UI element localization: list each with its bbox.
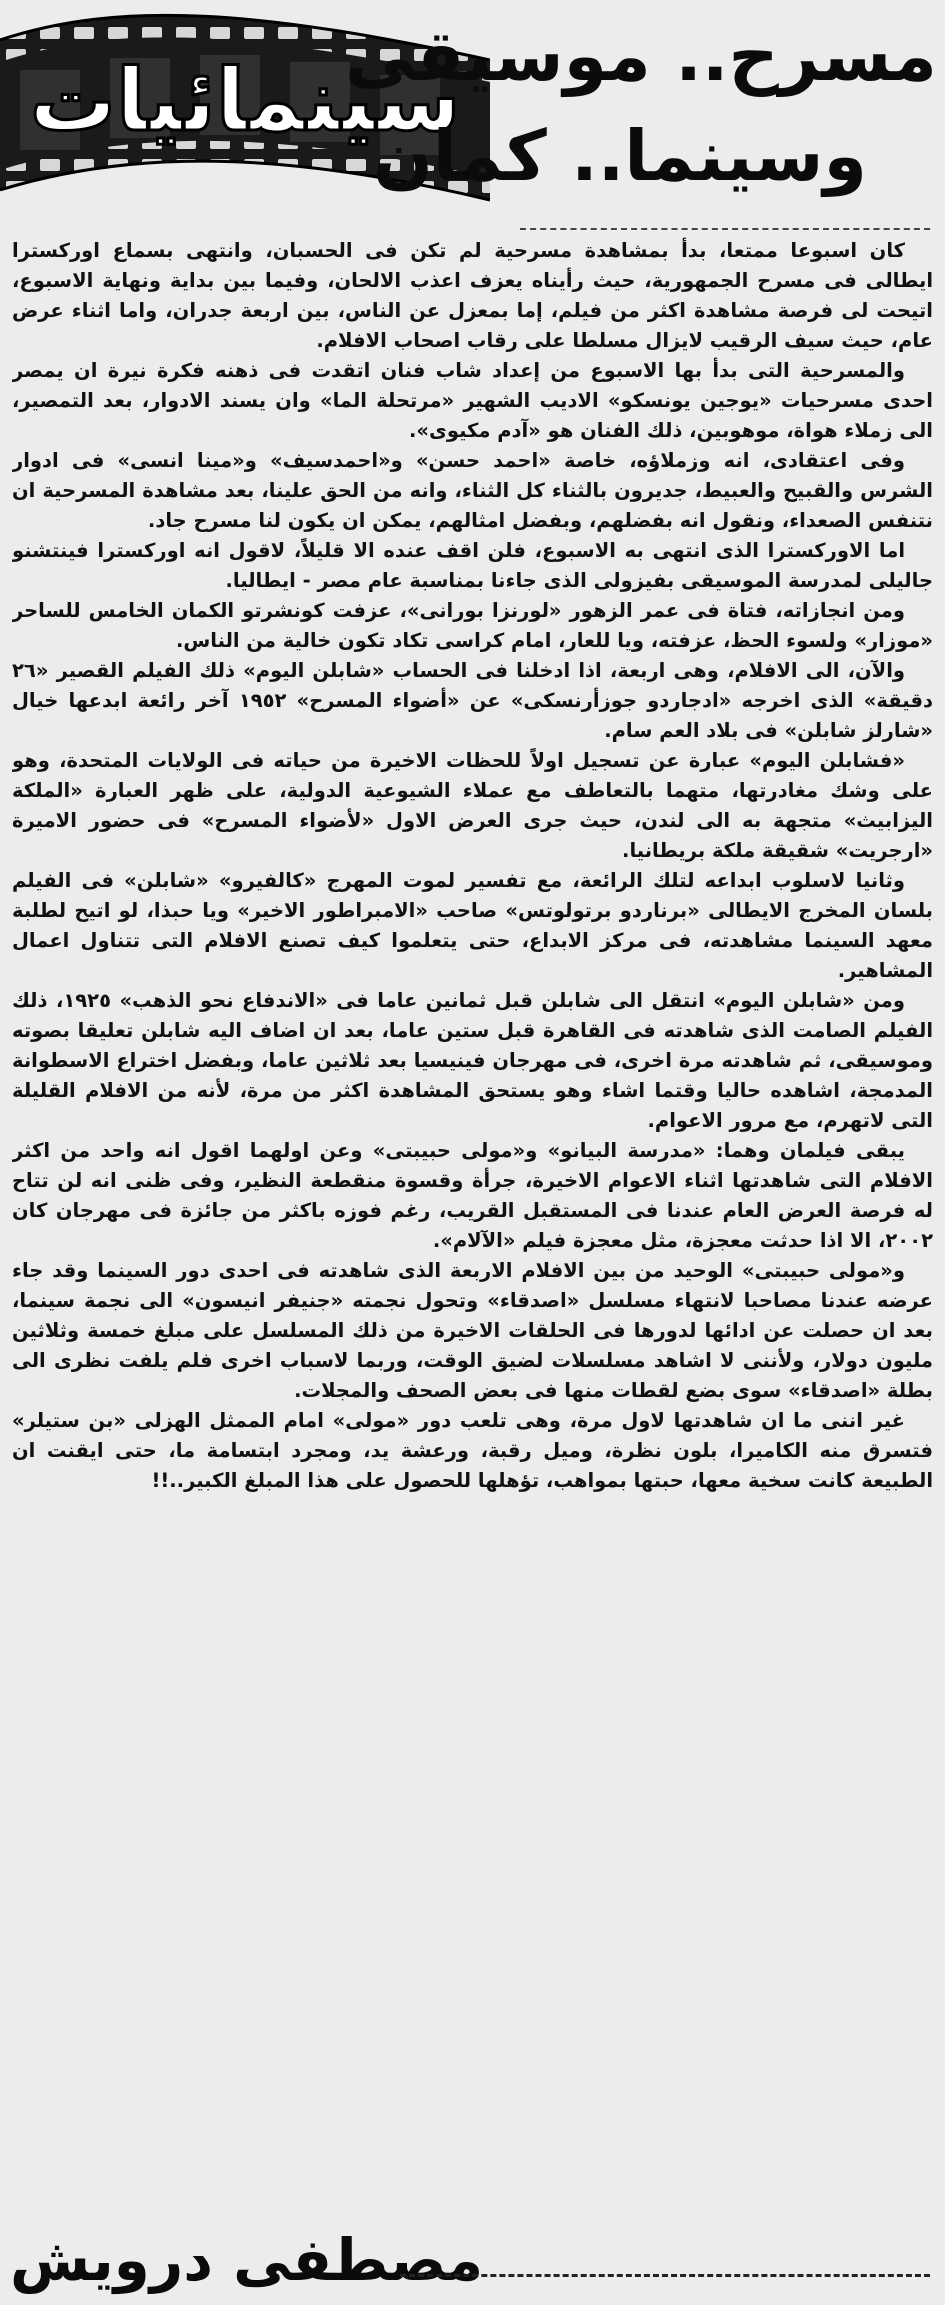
headline-line-2: وسينما.. كمان — [373, 115, 867, 197]
article-paragraph: غير اننى ما ان شاهدتها لاول مرة، وهى تلعب دور «مولى» امام الممثل الهزلى «بن ستيلر» فتسرق منه الكاميرا، بلون نظرة، وميل رقبة، ورعشة يد، ومجرد ابتسامة ما، حتى ايقنت ان الطبيعة كانت سخية معها، حبتها بمواهب، تؤهلها للحصول على هذا المبلغ الكبير..!! — [12, 1409, 933, 1492]
signature-rule — [400, 2274, 930, 2277]
article-paragraph: ومن «شابلن اليوم» انتقل الى شابلن قبل ثمانين عاما فى «الاندفاع نحو الذهب» ١٩٢٥، ذلك الفيلم الصامت الذى شاهدته فى القاهرة قبل ستين عاما، بعد ان اضاف اليه شابلن تعليقا بصوته وموسيقى، ثم شاهدته مرة اخرى، فى مهرجان فينيسيا بعد ثلاثين عاما، وبفضل اختراع الاسطوانة المدمجة، اشاهده حاليا وقتما اشاء وهو يستحق المشاهدة اكثر من مرة، لأنه من الافلام القليلة التى لاتهرم، مع مرور الاعوام. — [12, 989, 933, 1132]
article-paragraph: و«مولى حبيبتى» الوحيد من بين الافلام الاربعة الذى شاهدته فى احدى دور السينما وقد جاء عرضه عندنا مصاحبا لانتهاء مسلسل «اصدقاء» وتحول نجمته «جنيفر انيسون» الى نجمة سينما، بعد ان حصلت عن ادائها لدورها فى الحلقات الاخيرة من ذلك المسلسل على مبلغ خمسة وثلاثين مليون دولار، ولأننى لا اشاهد مسلسلات لضيق الوقت، وربما لاسباب اخرى فلم يلفت نظرى الى بطلة «اصدقاء» سوى بضع لقطات منها فى بعض الصحف والمجلات. — [12, 1259, 933, 1402]
column-masthead — [0, 0, 945, 240]
headline-divider — [520, 228, 930, 230]
author-name: مصطفى درويش — [10, 2226, 484, 2294]
article-paragraph: وثانيا لاسلوب ابداعه لتلك الرائعة، مع تفسير لموت المهرج «كالفيرو» «شابلن» فى الفيلم بلسان المخرج الايطالى «برناردو برتولوتس» صاحب «الامبراطور الاخير» ويا حبذا، لو اتيح لطلبة معهد السينما مشاهدته، فى مركز الابداع، حتى يتعلموا كيف تصنع الافلام التى تتناول اعمال المشاهير. — [12, 869, 933, 982]
article-paragraph: اما الاوركسترا الذى انتهى به الاسبوع، فلن اقف عنده الا قليلاً، لاقول انه اوركسترا فينتشنو جاليلى لمدرسة الموسيقى بفيزولى الذى جاءنا بمناسبة عام مصر - ايطاليا. — [12, 539, 933, 592]
article-paragraph: يبقى فيلمان وهما: «مدرسة البيانو» و«مولى حبيبتى» وعن اولهما اقول انه واحد من اكثر الافلام التى شاهدتها اثناء الاعوام الاخيرة، جرأة وقسوة منقطعة النظير، وفى ظنى انه لن تتاح له فرصة العرض العام عندنا فى المستقبل القريب، رغم فوزه باكثر من جائزة فى مهرجان كان ٢٠٠٢، الا اذا حدثت معجزة، مثل معجزة فيلم «الآلام». — [12, 1139, 933, 1252]
author-signature — [0, 2218, 945, 2305]
article-paragraph: والمسرحية التى بدأ بها الاسبوع من إعداد شاب فنان اتقدت فى ذهنه فكرة نيرة ان يمصر احدى مسرحيات «يوجين يونسكو» الاديب الشهير «مرتحلة الما» وان يسند الادوار، بعد التمصير، الى زملاء هواة، موهوبين، ذلك الفنان هو «آدم مكيوى». — [12, 359, 933, 442]
article-paragraph: كان اسبوعا ممتعا، بدأ بمشاهدة مسرحية لم تكن فى الحسبان، وانتهى بسماع اوركسترا ايطالى فى مسرح الجمهورية، حيث رأيناه يعزف اعذب الالحان، وفيما بين بداية ونهاية الاسبوع، اتيحت لى فرصة مشاهدة اكثر من فيلم، إما بمعزل عن الناس، بين اربعة جدران، واما اثناء عرض عام، حيث سيف الرقيب لايزال مسلطا على رقاب اصحاب الافلام. — [12, 239, 933, 352]
article-body — [12, 236, 933, 2211]
section-title-text: سينمائيات — [29, 51, 461, 151]
article-paragraph: ومن انجازاته، فتاة فى عمر الزهور «لورنزا بورانى»، عزفت كونشرتو الكمان الخامس للساحر «موزار» ولسوء الحظ، عزفته، ويا للعار، امام كراسى تكاد تكون خالية من الناس. — [12, 599, 933, 652]
article-paragraph: «فشابلن اليوم» عبارة عن تسجيل اولاً للحظات الاخيرة من حياته فى الولايات المتحدة، وهو على وشك مغادرتها، متهما بالتعاطف مع عملاء الشيوعية الدولية، على ظهر العبارة «الملكة اليزابيث» متجهة به الى لندن، حيث جرى العرض الاول «لأضواء المسرح» فى حضور الاميرة «ارجريت» شقيقة ملكة بريطانيا. — [12, 749, 933, 862]
headline-line-1: مسرح.. موسيقى — [345, 15, 937, 97]
article-headline — [345, 6, 937, 206]
article-paragraph: والآن، الى الافلام، وهى اربعة، اذا ادخلنا فى الحساب «شابلن اليوم» ذلك الفيلم القصير «٢٦ دقيقة» الذى اخرجه «ادجاردو جوزأرنسكى» عن «أضواء المسرح» ١٩٥٢ آخر رائعة ابدعها خيال «شارلز شابلن» فى بلاد العم سام. — [12, 659, 933, 742]
article-paragraph: وفى اعتقادى، انه وزملاؤه، خاصة «احمد حسن» و«احمدسيف» و«مينا انسى» فى ادوار الشرس والقبيح والعبيط، جديرون بالثناء كل الثناء، وانه من الحق علينا، بعد مشاهدة المسرحية ان نتنفس الصعداء، ونقول انه بفضلهم، وبفضل امثالهم، يمكن ان يكون لنا مسرح جاد. — [12, 449, 933, 532]
